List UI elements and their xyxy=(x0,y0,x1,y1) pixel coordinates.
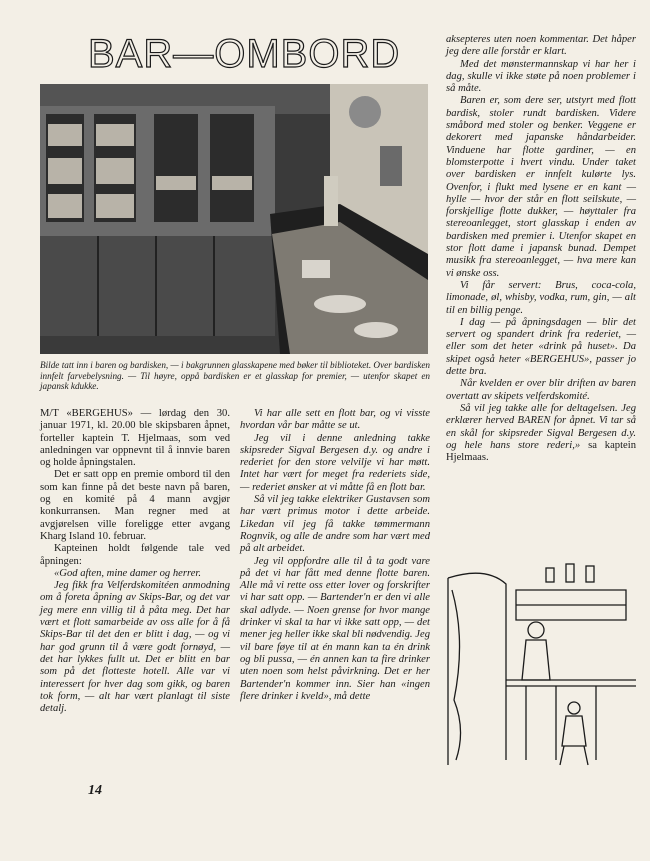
paragraph: «God aften, mine damer og herrer. xyxy=(54,567,202,579)
paragraph-tail: sa kaptein Hjelmaas. xyxy=(446,439,636,464)
page-number: 14 xyxy=(88,783,102,798)
paragraph: Jeg vil i denne anledning takke skipsreder Sigval Bergesen d.y. og andre i rederiet for den store velvilje vi har møtt. Intet har vært for meget fra rederiets side, — rederiet ønsker at vi måtte få en flott bar. xyxy=(240,432,430,493)
paragraph: aksepteres uten noen kommentar. Det håper jeg dere alle forstår er klart. xyxy=(446,34,636,58)
photo-caption: Bilde tatt inn i baren og bardisken, — i bakgrunnen glasskapene med bøker til biblioteket. Over bardisken innfelt farvebelysning. — Til høyre, oppå bardisken er et glasskap for premier, — utenfor skapet en japansk kdukke. xyxy=(40,360,430,392)
paragraph: Så vil jeg takke elektriker Gustavsen som har vært primus motor i dette arbeide. Likedan vil jeg få takke tømmermann Rognvik, og alle de andre som har vært med på alt arbeidet. xyxy=(240,494,430,555)
paragraph: I dag — på åpningsdagen — blir det servert og spandert drink fra rederiet, — eller som det heter «drink på huset». Da skipet også heter «BERGEHUS», passer jo dette bra. xyxy=(446,316,636,378)
text-column-3 xyxy=(446,34,636,464)
paragraph xyxy=(446,403,636,464)
text-column-2 xyxy=(240,408,430,703)
paragraph: Jeg vil oppfordre alle til å ta godt vare på det vi har fått med denne flotte baren. Alle må vi rette oss etter lover og forskrifter vi har satt opp. — Bartender'n er den vi alle skal adlyde. — Noen grense for hvor mange drinker vi skal ta har vi ikke satt opp, — det mener jeg heller ikke skal bli nødvendig. Jeg vil bare føye til at én mann kan ta én drink og bli pussa, — én annen kan ta fire drinker uten noen som helst påvirkning. Det er her Bartender'n kommer inn. Sier han «ingen flere drinker i kveld», må dette xyxy=(240,555,430,702)
paragraph: M/T «BERGEHUS» — lørdag den 30. januar 1971, kl. 20.00 ble skipsbaren åpnet, forteller kaptein T. Hjelmaas, som ved anledningen var oppnevnt til å innvie baren og holde åpningstalen. xyxy=(40,408,230,469)
paragraph: Kapteinen holdt følgende tale ved åpningen: xyxy=(40,543,230,567)
text-column-1 xyxy=(40,408,230,715)
bar-photo xyxy=(40,84,428,354)
paragraph: Jeg fikk fra Velferdskomitéen anmodning om å foreta åpning av Skips-Bar, og det var jeg mere enn villig til å påta meg. Det har vært et flott samarbeide av oss alle for å få Skips-Bar til det den er blitt i dag, — og vi har god grunn til å være godt fornøyd, — det har lykkes fullt ut. Det er blitt en bar som på det flotteste hotell. Alle var vi interessert for hver dag som gikk, og baren tok form, — alt har vært planlagt til siste detalj. xyxy=(40,580,230,715)
paragraph: Det er satt opp en premie ombord til den som kan finne på det beste navn på baren, og en komité på 4 mann avgjør konkurransen. Man regner med at avgjørelsen ville foreligge etter avgang Kharg Island 10. februar. xyxy=(40,469,230,542)
paragraph: Med det mønstermannskap vi har her i dag, skulle vi ikke støte på noen problemer i så måte. xyxy=(446,58,636,95)
bar-cartoon xyxy=(446,560,636,770)
paragraph: Baren er, som dere ser, utstyrt med flott bardisk, stoler rundt bardisken. Videre småbord med stoler og benker. Veggene er dekorert med japanske håndarbeider. Vinduene har flotte gardiner, — en blomsterpotte i hvert vindu. Under taket over bardisken er innfelt kulørte lys. Ovenfor, i flukt med lysene er en kant — hylle — hvor der står en flott seilskute, — forskjellige flotte dukker, — høyttaler fra stereoanlegget, stort glasskap i enden av bardisken med premier i. Utenfor skapet en stor flott dame i japansk bunad. Dempet musikk fra stereoanlegget, — hva mere kan vi ønske oss. xyxy=(446,95,636,279)
paragraph: Vi får servert: Brus, coca-cola, limonade, øl, whisby, vodka, rum, gin, — alt til en billig penge. xyxy=(446,279,636,316)
paragraph-text: Så vil jeg takke alle for deltagelsen. Jeg erklærer herved BAREN for åpnet. Vi tar så en skål for skipsreder Sigval Bergesen d.y. og hele hans store rederi,» xyxy=(446,402,636,451)
paragraph: Vi har alle sett en flott bar, og vi visste hvordan vår bar måtte se ut. xyxy=(240,408,430,432)
page-title: BAR—OMBORD xyxy=(88,32,401,76)
paragraph: Når kvelden er over blir driften av baren overtatt av skipets velferdskomité. xyxy=(446,378,636,402)
